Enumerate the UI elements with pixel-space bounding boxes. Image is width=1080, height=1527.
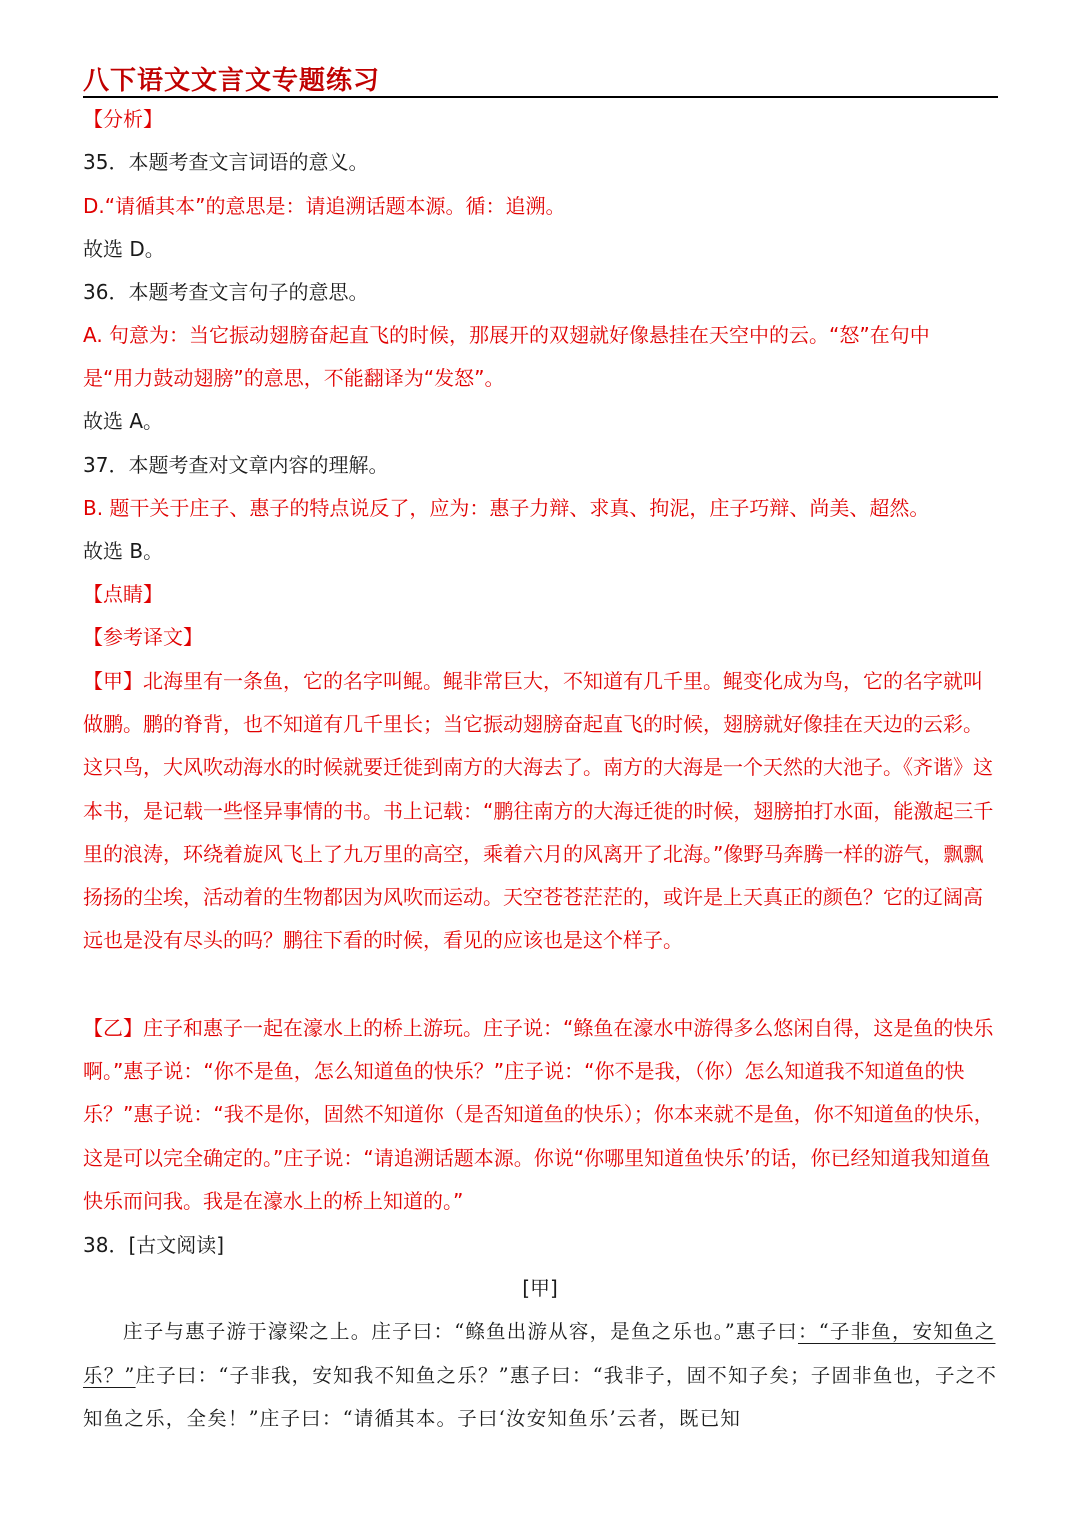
question-35-answer: 故选 D。 <box>83 237 165 261</box>
translation-heading: 【参考译文】 <box>83 625 203 649</box>
question-38-label: 38．[古文阅读] <box>83 1233 225 1257</box>
question-36-answer: 故选 A。 <box>83 409 164 433</box>
question-36-explanation-line2: 是“用力鼓动翅膀”的意思，不能翻译为“发怒”。 <box>83 366 505 390</box>
classical-text-underlined: ：“子非鱼，安知鱼之乐？” <box>83 1320 996 1387</box>
yi-text: 庄子和惠子一起在濠水上的桥上游玩。庄子说：“鲦鱼在濠水中游得多么悠闲自得，这是鱼的快乐啊。”惠子说：“你不是鱼，怎么知道鱼的快乐？”庄子说：“你不是我，（你）怎么知道我不知道鱼的快乐？”惠子说：“我不是你，固然不知道你（是否知道鱼的快乐）；你本来就不是鱼，你不知道鱼的快乐，这是可以完全确定的。”庄子说：“请追溯话题本源。你说“你哪里知道鱼快乐’的话，你已经知道我知道鱼快乐而问我。我是在濠水上的桥上知道的。” <box>83 1016 994 1213</box>
question-37-note: 37．本题考查对文章内容的理解。 <box>83 453 389 477</box>
yi-tag: 【乙】 <box>83 1016 143 1040</box>
question-36-note: 36．本题考查文言句子的意思。 <box>83 280 369 304</box>
translation-yi-paragraph <box>83 1007 999 1223</box>
classical-text-after: 庄子曰：“子非我，安知我不知鱼之乐？”惠子曰：“我非子，固不知子矣；子固非鱼也，子之不知鱼之乐，全矣！”庄子曰：“请循其本。子曰‘汝安知鱼乐’云者，既已知 <box>83 1363 998 1430</box>
page-header <box>83 56 998 98</box>
question-36-explanation-line1: A. 句意为：当它振动翅膀奋起直飞的时候，那展开的双翅就好像悬挂在天空中的云。“怒”在句中 <box>83 323 930 347</box>
question-37-explanation: B. 题干关于庄子、惠子的特点说反了，应为：惠子力辩、求真、拘泥，庄子巧辩、尚美、超然。 <box>83 496 930 520</box>
section-jia-label: [甲] <box>522 1276 558 1300</box>
jia-tag: 【甲】 <box>83 669 143 693</box>
jia-text: 北海里有一条鱼，它的名字叫鲲。鲲非常巨大，不知道有几千里。鲲变化成为鸟，它的名字就叫做鹏。鹏的脊背，也不知道有几千里长；当它振动翅膀奋起直飞的时候，翅膀就好像挂在天边的云彩。这只鸟，大风吹动海水的时候就要迁徙到南方的大海去了。南方的大海是一个天然的大池子。《齐谐》这本书，是记载一些怪异事情的书。书上记载：“鹏往南方的大海迁徙的时候，翅膀拍打水面，能激起三千里的浪涛，环绕着旋风飞上了九万里的高空，乘着六月的风离开了北海。”像野马奔腾一样的游气，飘飘扬扬的尘埃，活动着的生物都因为风吹而运动。天空苍苍茫茫的，或许是上天真正的颜色？它的辽阔高远也是没有尽头的吗？鹏往下看的时候，看见的应该也是这个样子。 <box>83 669 994 953</box>
question-35-explanation: D.“请循其本”的意思是：请追溯话题本源。循：追溯。 <box>83 194 566 218</box>
dianjing-heading: 【点睛】 <box>83 582 163 606</box>
analysis-heading: 【分析】 <box>83 107 163 131</box>
question-35-note: 35．本题考查文言词语的意义。 <box>83 150 369 174</box>
header-title: 八下语文文言文专题练习 <box>83 66 381 96</box>
classical-text-paragraph <box>83 1310 999 1441</box>
translation-jia-paragraph <box>83 660 999 962</box>
classical-text-before: 庄子与惠子游于濠梁之上。庄子曰：“鲦鱼出游从容，是鱼之乐也。”惠子曰 <box>123 1320 798 1343</box>
question-37-answer: 故选 B。 <box>83 539 164 563</box>
